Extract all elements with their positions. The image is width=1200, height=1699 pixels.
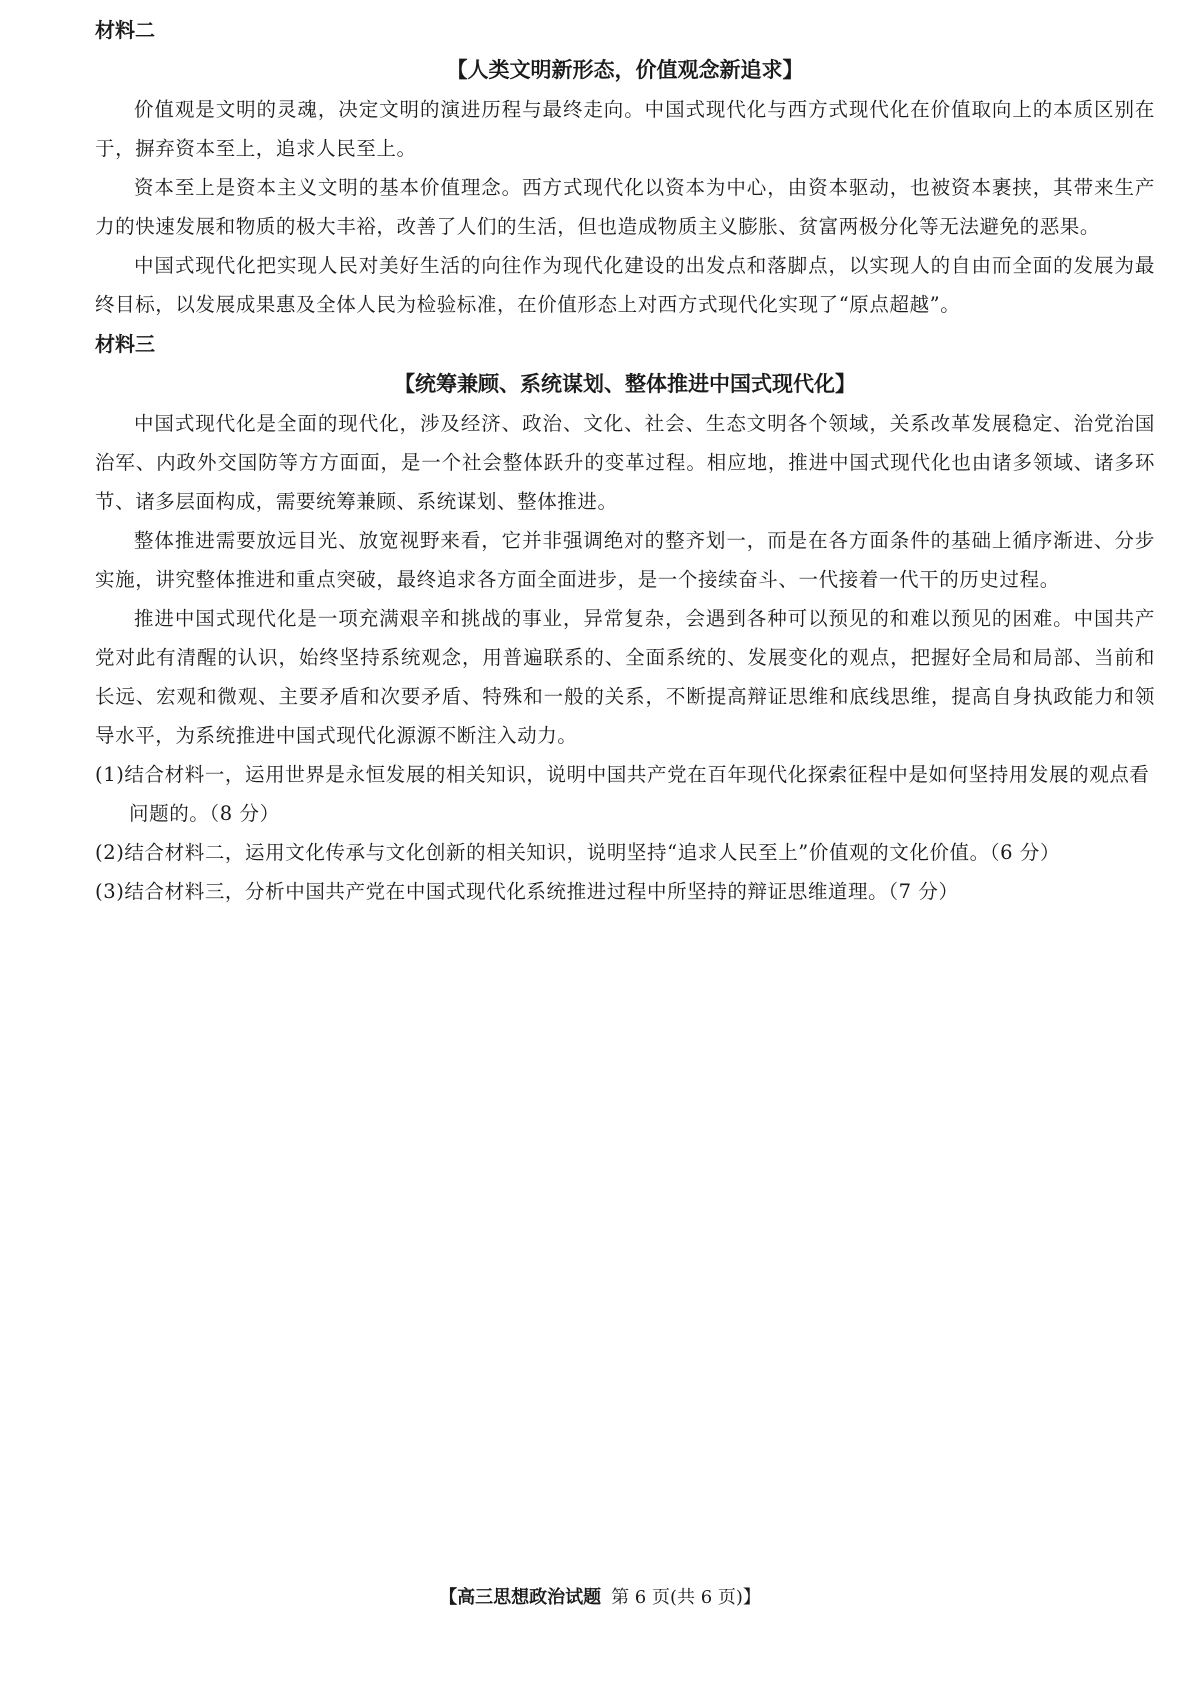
material-2-label: 材料二 — [95, 18, 155, 42]
page-footer — [0, 1583, 1200, 1613]
question-2: (2)结合材料二，运用文化传承与文化创新的相关知识，说明坚持“追求人民至上”价值观的文化价值。（6 分） — [95, 841, 1061, 864]
exam-page — [95, 10, 1155, 911]
question-3: (3)结合材料三，分析中国共产党在中国式现代化系统推进过程中所坚持的辩证思维道理。（7 分） — [95, 880, 959, 903]
material-2-paragraph: 中国式现代化把实现人民对美好生活的向往作为现代化建设的出发点和落脚点，以实现人的自由而全面的发展为最终目标，以发展成果惠及全体人民为检验标准，在价值形态上对西方式现代化实现了“原点超越”。 — [95, 254, 1155, 316]
material-3-label: 材料三 — [95, 332, 155, 356]
material-3-paragraph: 中国式现代化是全面的现代化，涉及经济、政治、文化、社会、生态文明各个领域，关系改革发展稳定、治党治国治军、内政外交国防等方方面面，是一个社会整体跃升的变革过程。相应地，推进中国式现代化也由诸多领域、诸多环节、诸多层面构成，需要统筹兼顾、系统谋划、整体推进。 — [95, 412, 1155, 513]
question-1: (1)结合材料一，运用世界是永恒发展的相关知识，说明中国共产党在百年现代化探索征程中是如何坚持用发展的观点看问题的。（8 分） — [95, 763, 1150, 825]
footer-page-info: 第 6 页(共 6 页)】 — [611, 1587, 761, 1608]
material-3-paragraph: 推进中国式现代化是一项充满艰辛和挑战的事业，异常复杂，会遇到各种可以预见的和难以预见的困难。中国共产党对此有清醒的认识，始终坚持系统观念，用普遍联系的、全面系统的、发展变化的观点，把握好全局和局部、当前和长远、宏观和微观、主要矛盾和次要矛盾、特殊和一般的关系，不断提高辩证思维和底线思维，提高自身执政能力和领导水平，为系统推进中国式现代化源源不断注入动力。 — [95, 607, 1155, 747]
material-2-paragraph: 价值观是文明的灵魂，决定文明的演进历程与最终走向。中国式现代化与西方式现代化在价值取向上的本质区别在于，摒弃资本至上，追求人民至上。 — [95, 98, 1155, 160]
footer-exam-title: 【高三思想政治试题 — [439, 1587, 602, 1608]
material-2-title: 【人类文明新形态，价值观念新追求】 — [446, 58, 804, 82]
material-3-paragraph: 整体推进需要放远目光、放宽视野来看，它并非强调绝对的整齐划一，而是在各方面条件的基础上循序渐进、分步实施，讲究整体推进和重点突破，最终追求各方面全面进步，是一个接续奋斗、一代接着一代干的历史过程。 — [95, 529, 1155, 591]
material-2-paragraph: 资本至上是资本主义文明的基本价值理念。西方式现代化以资本为中心，由资本驱动，也被资本裹挟，其带来生产力的快速发展和物质的极大丰裕，改善了人们的生活，但也造成物质主义膨胀、贫富两极分化等无法避免的恶果。 — [95, 176, 1155, 238]
material-3-title: 【统筹兼顾、系统谋划、整体推进中国式现代化】 — [394, 372, 856, 396]
